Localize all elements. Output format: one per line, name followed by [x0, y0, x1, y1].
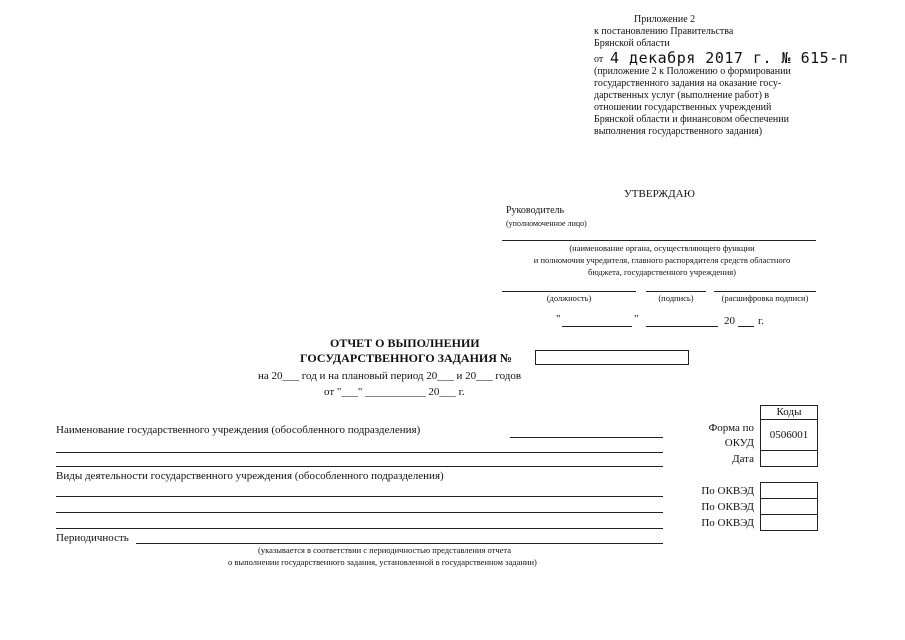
- approval-head-label: Руководитель: [506, 205, 565, 216]
- okved-cell-3: [760, 514, 818, 531]
- appendix-date-handwritten: 4 декабря 2017 г. № 615-п: [610, 49, 849, 67]
- report-number-box: [535, 350, 689, 365]
- signature-caption: (подпись): [658, 293, 694, 303]
- codes-header-cell: [760, 405, 818, 420]
- appendix-note-3: дарственных услуг (выполнение работ) в: [594, 90, 770, 101]
- position-caption: (должность): [546, 293, 592, 303]
- appendix-note-5: Брянской области и финансовом обеспечении: [594, 114, 789, 125]
- okved-label-2: По ОКВЭД: [701, 501, 754, 513]
- appendix-note-1: (приложение 2 к Положению о формировании: [594, 66, 791, 77]
- institution-line-3: [56, 466, 663, 467]
- organ-caption-3: бюджета, государственного учреждения): [588, 267, 736, 277]
- appendix-note-6: выполнения государственного задания): [594, 126, 763, 137]
- activities-line-1: [56, 496, 663, 497]
- report-period: на 20___ год и на плановый период 20___ и 20___ годов: [258, 370, 522, 382]
- report-title-2: ГОСУДАРСТВЕННОГО ЗАДАНИЯ №: [300, 351, 512, 365]
- codes-header: Коды: [776, 406, 802, 418]
- activities-line-2: [56, 512, 663, 513]
- activities-line-3: [56, 528, 663, 529]
- appendix-date-prefix: от: [594, 54, 604, 65]
- approval-date-suffix: г.: [758, 315, 765, 327]
- decode-caption: (расшифровка подписи): [721, 293, 809, 303]
- periodicity-caption-2: о выполнении государственного задания, установленной в государственном задании): [228, 557, 537, 567]
- date-label: Дата: [732, 453, 754, 465]
- organ-caption-2: и полномочия учредителя, главного распорядителя средств областного: [533, 255, 791, 265]
- organ-line: [502, 240, 816, 241]
- appendix-note-2: государственного задания на оказание госу-: [594, 78, 782, 89]
- institution-line-1: [510, 437, 663, 438]
- approval-title: УТВЕРЖДАЮ: [624, 188, 695, 200]
- periodicity-label: Периодичность: [56, 532, 129, 544]
- approval-date-quote-open: ": [556, 313, 561, 325]
- institution-label: Наименование государственного учреждения (обособленного подразделения): [56, 424, 421, 436]
- approval-date-day-line: [562, 326, 632, 327]
- organ-caption-1: (наименование органа, осуществляющего функции: [569, 243, 755, 253]
- appendix-number: Приложение 2: [634, 14, 696, 25]
- form-label-2: ОКУД: [724, 437, 754, 449]
- approval-date-quote-close: ": [634, 313, 639, 325]
- report-title-1: ОТЧЕТ О ВЫПОЛНЕНИИ: [330, 336, 480, 350]
- periodicity-line: [136, 543, 663, 544]
- form-label-1: Форма по: [708, 422, 754, 434]
- report-from: от "___" ___________ 20___ г.: [324, 386, 465, 398]
- date-cell: [760, 450, 818, 467]
- appendix-region: Брянской области: [594, 38, 670, 49]
- okved-label-1: По ОКВЭД: [701, 485, 754, 497]
- okved-cell-1: [760, 482, 818, 499]
- periodicity-caption-1: (указывается в соответствии с периодичностью представления отчета: [258, 545, 511, 555]
- approval-date-year: 20: [724, 315, 735, 327]
- appendix-decree: к постановлению Правительства: [594, 26, 734, 37]
- decode-line: [714, 291, 816, 292]
- institution-line-2: [56, 452, 663, 453]
- approval-date-year-line: [738, 326, 754, 327]
- okved-label-3: По ОКВЭД: [701, 517, 754, 529]
- okud-cell: [760, 419, 818, 451]
- appendix-note-4: отношении государственных учреждений: [594, 102, 772, 113]
- activities-label: Виды деятельности государственного учреждения (обособленного подразделения): [56, 470, 444, 482]
- okud-value: 0506001: [769, 429, 809, 441]
- okved-cell-2: [760, 498, 818, 515]
- signature-line: [646, 291, 706, 292]
- approval-date-month-line: [646, 326, 718, 327]
- approval-head-sub: (уполномоченное лицо): [506, 219, 587, 228]
- position-line: [502, 291, 636, 292]
